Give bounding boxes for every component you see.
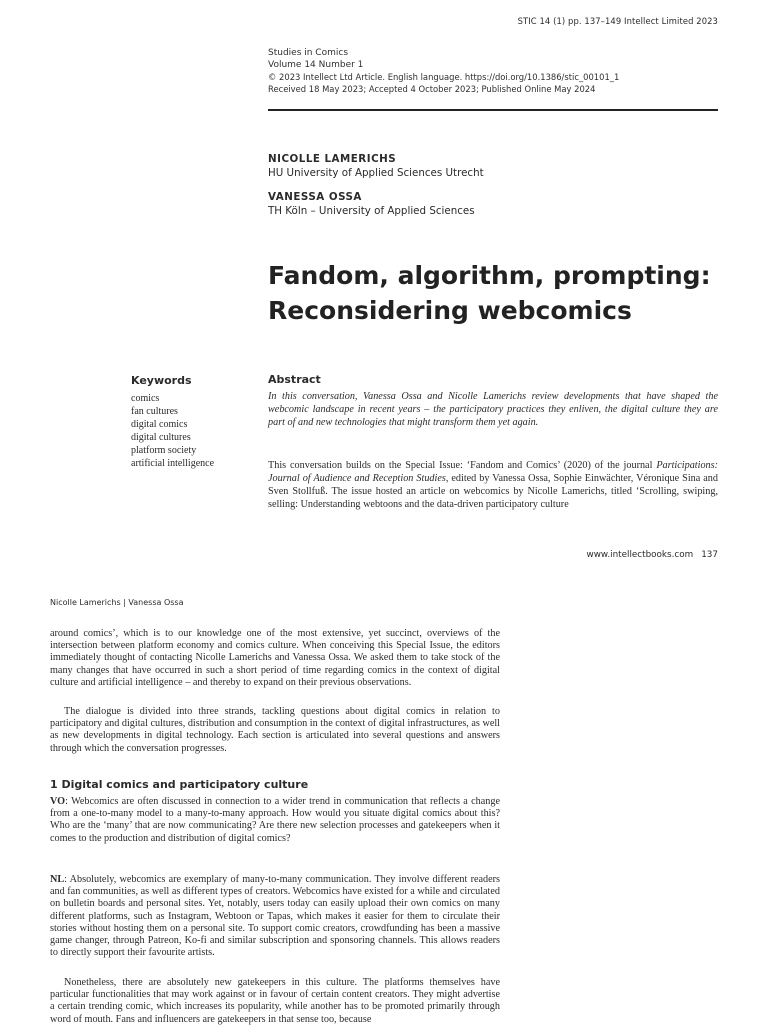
keyword: comics bbox=[131, 393, 160, 404]
page-number: 137 bbox=[701, 550, 718, 560]
keyword: artificial intelligence bbox=[131, 458, 215, 469]
page-footer bbox=[587, 550, 718, 560]
author-affiliation: TH Köln – University of Applied Sciences bbox=[268, 205, 475, 217]
header-rule bbox=[268, 109, 718, 111]
article-title bbox=[268, 258, 728, 328]
running-head: STIC 14 (1) pp. 137–149 Intellect Limited 2023 bbox=[517, 16, 718, 26]
footer-url: www.intellectbooks.com bbox=[586, 550, 694, 560]
journal-info bbox=[268, 47, 619, 95]
author-affiliation: HU University of Applied Sciences Utrecht bbox=[268, 167, 484, 179]
answer-paragraph bbox=[50, 874, 500, 959]
keywords-list bbox=[131, 392, 214, 470]
running-head-authors: Nicolle Lamerichs | Vanessa Ossa bbox=[50, 598, 184, 607]
keyword: platform society bbox=[131, 445, 197, 456]
copyright-doi: © 2023 Intellect Ltd Article. English language. https://doi.org/10.1386/stic_00101_1 bbox=[268, 72, 620, 82]
intro-text: , edited by Vanessa Ossa, Sophie Einwächter, Véronique Sina and Sven Stollfuß. The issue hosted an article on webcomics by Nicolle Lamerichs, titled ‘Scrolling, swiping, selling: Understanding webtoons and the data-driven participatory culture bbox=[268, 473, 718, 510]
body-paragraph: The dialogue is divided into three strands, tackling questions about digital comics in relation to participatory and digital cultures, distribution and consumption in the context of digital infrastructures, as well as new developments in digital technology. Each section is articulated into several questions and answers through which the conversation progresses. bbox=[50, 706, 500, 754]
intro-paragraph bbox=[268, 459, 718, 511]
section-heading: 1 Digital comics and participatory culture bbox=[50, 778, 309, 791]
question-text: : Webcomics are often discussed in connection to a wider trend in communication that reflects a change from a one-to-many model to a many-to-many approach. How would you situate digital comics about this? Who are the ‘many’ that are now communicating? Are there new selection processes and gatekeepers when it comes to the production and distribution of digital comics? bbox=[50, 796, 500, 844]
body-paragraph: around comics’, which is to our knowledge one of the most extensive, yet succinct, overviews of the intersection between platform economy and comics culture. When conceiving this Special Issue, the editors immediately thought of contacting Nicolle Lamerichs and Vanessa Ossa. We asked them to take stock of the many changes that have occurred in such a short period of time regarding comics in the context of digital culture and artificial intelligence – and thereby to expand on their previous observations. bbox=[50, 628, 500, 688]
intro-text: This conversation builds on the Special Issue: ‘Fandom and Comics’ (2020) of the journal bbox=[268, 460, 657, 471]
author-block bbox=[268, 152, 484, 180]
speaker-label: VO bbox=[50, 796, 66, 807]
question-paragraph bbox=[50, 796, 500, 845]
journal-name: Participations: Journal of Audience and Reception Studies bbox=[268, 460, 718, 484]
journal-title: Studies in Comics bbox=[268, 48, 349, 58]
abstract-text: In this conversation, Vanessa Ossa and Nicolle Lamerichs review developments that have shaped the webcomic landscape in recent years – the participatory practices they enliven, the digital culture they are part of and new technologies that might transform them yet again. bbox=[268, 391, 718, 428]
body-paragraph: Nonetheless, there are absolutely new gatekeepers in this culture. The platforms themselves have particular functionalities that may work against or in favour of certain content creators. They might advertise a certain trending comic, which increases its popularity, while another has to be promoted primarily through word of mouth. Fans and influencers are gatekeepers in that sense too, because bbox=[50, 977, 500, 1025]
speaker-label: NL bbox=[50, 874, 65, 885]
title-line: Reconsidering webcomics bbox=[268, 296, 632, 325]
author-name: VANESSA OSSA bbox=[268, 191, 362, 203]
abstract-heading: Abstract bbox=[268, 373, 321, 386]
title-line: Fandom, algorithm, prompting: bbox=[268, 261, 711, 290]
keyword: digital comics bbox=[131, 419, 188, 430]
keywords-heading: Keywords bbox=[131, 374, 192, 387]
keyword: digital cultures bbox=[131, 432, 191, 443]
journal-volume: Volume 14 Number 1 bbox=[268, 60, 364, 70]
publication-dates: Received 18 May 2023; Accepted 4 October 2023; Published Online May 2024 bbox=[268, 84, 596, 94]
answer-text: : Absolutely, webcomics are exemplary of many-to-many communication. They involve different readers and fan communities, as well as different types of creators. Webcomics have existed for a while and circulated on bulletin boards and personal sites. Yet, notably, users today can easily upload their own comics on many different platforms, such as Instagram, Webtoon or Tapas, which makes it easier for them to circulate their stories without hosting them on a personal site. To support comic creators, crowdfunding has been a massive game changer, through Patreon, Ko-fi and similar subscription and sponsoring channels. This allows readers to directly support their favourite artists. bbox=[50, 874, 500, 959]
author-name: NICOLLE LAMERICHS bbox=[268, 153, 397, 165]
keyword: fan cultures bbox=[131, 406, 178, 417]
author-block bbox=[268, 190, 475, 218]
